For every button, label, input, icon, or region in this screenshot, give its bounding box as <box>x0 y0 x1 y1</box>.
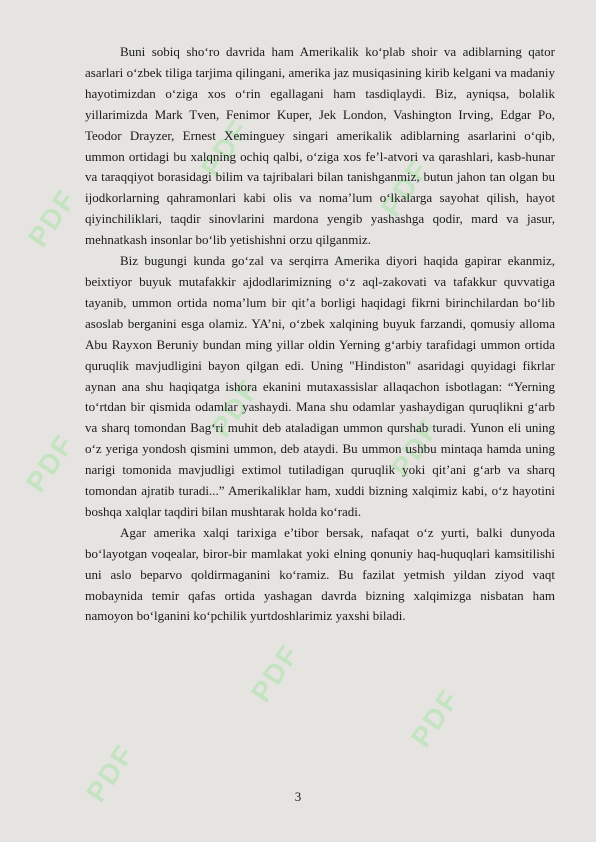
body-text <box>85 42 555 627</box>
watermark: PDF <box>20 428 81 498</box>
watermark: PDF <box>195 113 256 183</box>
page-number: 3 <box>294 789 302 804</box>
watermark: PDF <box>385 413 446 483</box>
watermark: PDF <box>80 738 141 808</box>
paragraph-1: Buni sobiq sho‘ro davrida ham Amerikalik ko‘plab shoir va adiblarning qator asarlari o‘zbek tiliga tarjima qilingani, amerika jaz musiqasining kirib kelgani va madaniy hayotimizdan o‘ziga xos o‘rin egallagani ham tasdiqlaydi. Biz, ayniqsa, bolalik yillarimizda Mark Tven, Fenimor Kuper, Jek London, Vashington Irving, Edgar Po, Teodor Drayzer, Ernest Xeminguey singari amerikalik adiblarning asarlarini o‘qib, ummon ortidagi bu xalqning ochiq qalbi, o‘ziga xos fe’l-atvori va qarashlari, kasb-hunar va taraqqiyot borasidagi bilim va tajribalari bilan tanishganmiz, butun jahon tan olgan bu ijodkorlarning qahramonlari kabi olis va noma’lum o‘lkalarga sayohat qilish, hayot qiyinchiliklari, taqdir sinovlarini mardona yengib yashashga qodir, mard va jasur, mehnatkash insonlar bo‘lib yetishishni orzu qilganmiz. <box>85 44 555 248</box>
watermark: PDF <box>22 183 83 253</box>
watermark: PDF <box>405 683 466 753</box>
paragraph-3: Agar amerika xalqi tarixiga e’tibor bersak, nafaqat o‘z yurti, balki dunyoda bo‘layotgan voqealar, biror-bir mamlakat yoki elning qonuniy haq-huquqlari kamsitilishi uni aslo beparvo qoldirmaganini ko‘ramiz. Bu fazilat yetmish yildan ziyod vaqt mobaynida temir qafas ortida yashagan davrda bizning xalqimizga nisbatan ham namoyon bo‘lganini ko‘pchilik yurtdoshlarimiz yaxshi biladi. <box>85 524 555 624</box>
watermark: PDF <box>245 638 306 708</box>
paragraph-2: Biz bugungi kunda go‘zal va serqirra Amerika diyori haqida gapirar ekanmiz, beixtiyor buyuk mutafakkir ajdodlarimizning o‘z aql-zakovati va tafakkur quvvatiga tayanib, ummon ortida noma’lum bir qit’a borligi haqidagi fikrni birinchilardan bo‘lib asoslab berganini esga olamiz. YA’ni, o‘zbek xalqining buyuk farzandi, qomusiy alloma Abu Rayxon Beruniy bundan ming yillar oldin Yerning g‘arbiy tarafidagi ummon ortida quruqlik mavjudligini bayon qilgan edi. Uning "Hindiston" asaridagi quyidagi fikrlar aynan ana shu haqiqatga ishora ekanini mutaxassislar allaqachon isbotlagan: “Yerning to‘rtdan bir qismida odamlar yashaydi. Mana shu odamlar yashaydigan quruqlikni g‘arb va sharq tomondan Bag‘ri muhit deb ataladigan ummon qurshab turadi. Yunon eli uning o‘z yeriga yondosh qismini ummon, deb ataydi. Bu ummon ushbu mintaqa hamda uning narigi tomonida mavjudligi extimol tutiladigan quruqlik yoki qit’ani g‘arb va sharq tomondan ajratib turadi...” Amerikaliklar ham, xuddi bizning xalqimiz kabi, o‘z hayotini boshqa xalqlar taqdiri bilan mushtarak holda ko‘radi. <box>85 253 555 519</box>
watermark: PDF <box>205 373 266 443</box>
watermark: PDF <box>375 153 436 223</box>
